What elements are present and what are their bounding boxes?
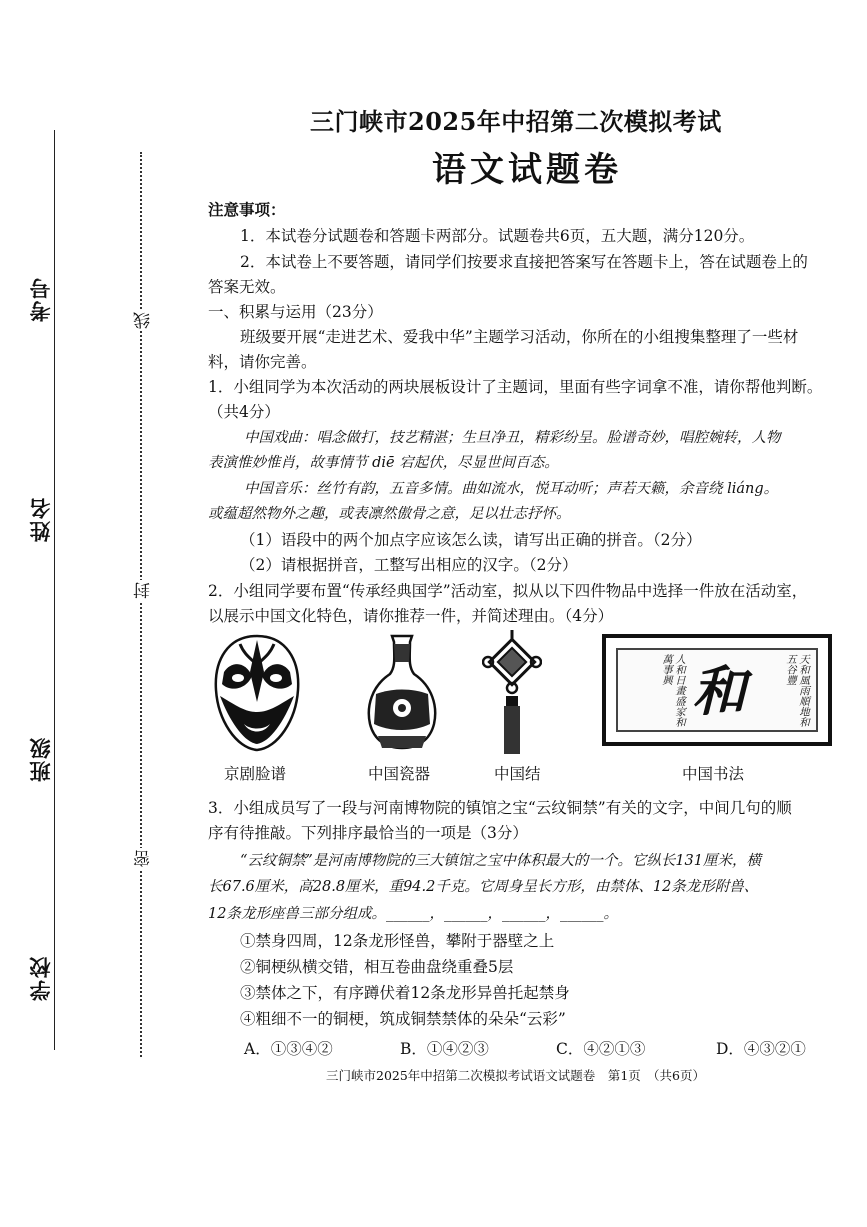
notice-item-1: 1．本试卷分试题卷和答题卡两部分。试题卷共6页，五大题，满分120分。 (240, 227, 755, 245)
notice-item-2-line2: 答案无效。 (208, 278, 286, 296)
q1-opera-line2: 表演惟妙惟肖，故事情节 diē 宕起伏，尽显世间百态。 (208, 455, 559, 471)
q1-sub2: （2）请根据拼音，工整写出相应的汉字。（2分） (240, 556, 578, 574)
q2-stem-line2: 以展示中国文化特色，请你推荐一件，并简述理由。（4分） (208, 607, 614, 625)
section1-intro-line2: 料，请你完善。 (208, 353, 317, 371)
label-name: 姓名 (28, 496, 53, 542)
label-exam-number: 考号 (28, 276, 53, 322)
q2-stem-line1: 2．小组同学要布置“传承经典国学”活动室，拟从以下四件物品中选择一件放在活动室， (208, 582, 808, 600)
q3-stem-line1: 3．小组成员写了一段与河南博物院的镇馆之宝“云纹铜禁”有关的文字，中间几句的顺 (208, 799, 792, 817)
q1-stem-line2: （共4分） (208, 403, 280, 421)
q3-sentence-1: ①禁身四周，12条龙形怪兽，攀附于器壁之上 (240, 932, 555, 950)
calligraphy-left-column: 人和日畫盛家和萬事興 (661, 654, 686, 728)
q3-passage-line2: 长67.6厘米，高28.8厘米，重94.2千克。它周身呈长方形，由禁体、12条龙形附兽、 (208, 879, 759, 895)
caption-opera-mask: 京剧脸谱 (224, 765, 287, 783)
q3-sentence-2: ②铜梗纵横交错，相互卷曲盘绕重叠5层 (240, 958, 514, 976)
exam-title: 三门峡市2025年中招第二次模拟考试 (310, 107, 722, 136)
label-school: 学校 (28, 955, 53, 1001)
chinese-knot-image (482, 630, 542, 754)
section1-heading: 一、积累与运用（23分） (208, 303, 383, 321)
calligraphy-image (602, 634, 832, 746)
q1-music-line1: 中国音乐：丝竹有韵，五音多情。曲如流水，悦耳动听；声若天籁，余音绕 liáng。 (244, 481, 779, 497)
q3-option-d: D．④③②① (716, 1040, 806, 1058)
q3-passage-line1: “云纹铜禁”是河南博物院的三大镇馆之宝中体积最大的一个。它纵长131厘米，横 (240, 853, 761, 869)
label-class: 班级 (28, 736, 53, 782)
q3-sentence-3: ③禁体之下，有序蹲伏着12条龙形异兽托起禁身 (240, 984, 570, 1002)
q3-stem-line2: 序有待推敲。下列排序最恰当的一项是（3分） (208, 824, 528, 842)
q1-sub1: （1）语段中的两个加点字应该怎么读，请写出正确的拼音。（2分） (240, 531, 702, 549)
q3-option-a: A．①③④② (244, 1040, 333, 1058)
caption-porcelain: 中国瓷器 (368, 765, 431, 783)
q1-stem-line1: 1．小组同学为本次活动的两块展板设计了主题词，里面有些字词拿不准，请你帮他判断。 (208, 378, 823, 396)
margin-dotted-line (140, 152, 142, 1057)
porcelain-vase-image (362, 632, 442, 754)
binding-mark-line: 线 (131, 310, 156, 331)
q1-opera-line1: 中国戏曲：唱念做打，技艺精湛；生旦净丑，精彩纷呈。脸谱奇妙，唱腔婉转，人物 (244, 430, 781, 446)
q2-image-row (210, 630, 840, 755)
section1-intro-line1: 班级要开展“走进艺术、爱我中华”主题学习活动，你所在的小组搜集整理了一些材 (240, 328, 799, 346)
margin-solid-line (54, 130, 55, 1050)
caption-chinese-knot: 中国结 (494, 765, 541, 783)
binding-mark-secret: 密 (131, 848, 156, 869)
opera-mask-image (210, 632, 304, 754)
notice-heading: 注意事项： (208, 200, 286, 219)
q1-music-line2: 或蕴超然物外之趣，或表凛然傲骨之意，足以壮志抒怀。 (208, 506, 571, 522)
exam-subtitle: 语文试题卷 (432, 150, 622, 190)
q3-option-b: B．①④②③ (400, 1040, 489, 1058)
calligraphy-main-character: 和 (692, 659, 746, 723)
caption-calligraphy: 中国书法 (682, 765, 745, 783)
q3-passage-line3: 12条龙形座兽三部分组成。______，______，______，______。 (208, 906, 618, 922)
page-footer: 三门峡市2025年中招第二次模拟考试语文试题卷 第1页 （共6页） (326, 1068, 705, 1083)
q3-sentence-4: ④粗细不一的铜梗，筑成铜禁禁体的朵朵“云彩” (240, 1010, 566, 1028)
calligraphy-right-column: 天和風雨順地和五谷豐 (785, 654, 810, 728)
q3-option-c: C．④②①③ (556, 1040, 646, 1058)
binding-margin (0, 0, 200, 1227)
notice-item-2-line1: 2．本试卷上不要答题，请同学们按要求直接把答案写在答题卡上，答在试题卷上的 (240, 253, 808, 271)
binding-mark-seal: 封 (131, 580, 156, 601)
